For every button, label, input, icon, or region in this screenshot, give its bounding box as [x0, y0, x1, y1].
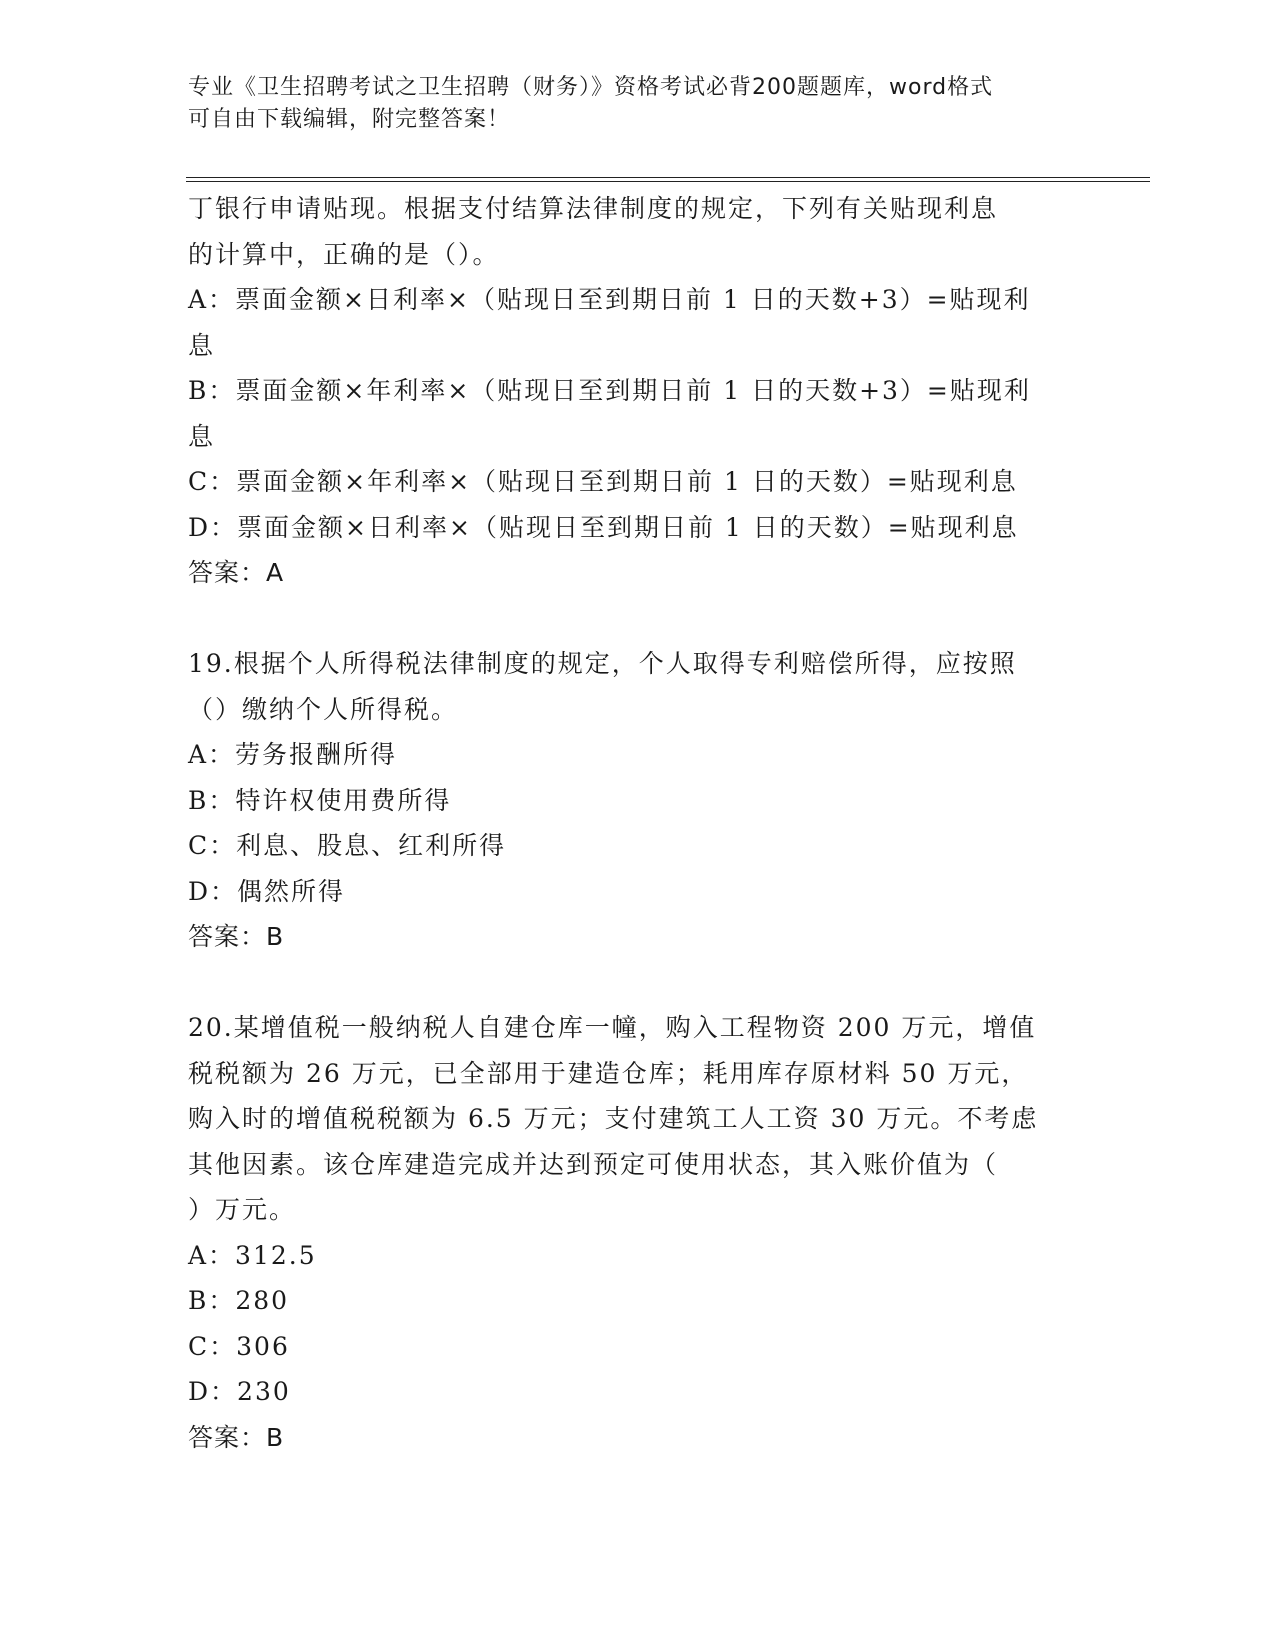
question-stem-line: 丁银行申请贴现。根据支付结算法律制度的规定，下列有关贴现利息 [188, 194, 999, 223]
option-d: D：偶然所得 [188, 876, 346, 906]
answer: 答案：A [188, 558, 285, 587]
option-c: C：票面金额×年利率×（贴现日至到期日前 1 日的天数）=贴现利息 [188, 467, 1018, 496]
header-title-line-1: 专业《卫生招聘考试之卫生招聘（财务）》资格考试必背200题题库，word格式 [188, 75, 994, 100]
question-18 [188, 186, 1088, 596]
document-header [188, 72, 1078, 136]
option-a: A：票面金额×日利率×（贴现日至到期日前 1 日的天数+3）=贴现利 [188, 285, 1031, 314]
option-b: B：280 [188, 1286, 290, 1315]
question-20 [188, 1005, 1088, 1460]
question-stem-line: 19.根据个人所得税法律制度的规定，个人取得专利赔偿所得，应按照 [188, 649, 1017, 678]
option-a-continued: 息 [188, 330, 216, 360]
option-a: A：312.5 [188, 1240, 317, 1270]
question-stem-line: 购入时的增值税税额为 6.5 万元；支付建筑工人工资 30 万元。不考虑 [188, 1104, 1039, 1133]
option-b: B：特许权使用费所得 [188, 785, 452, 815]
question-stem-line: （）缴纳个人所得税。 [188, 694, 459, 724]
question-stem-line: 20.某增值税一般纳税人自建仓库一幢，购入工程物资 200 万元，增值 [188, 1013, 1037, 1042]
question-stem-line: 其他因素。该仓库建造完成并达到预定可使用状态，其入账价值为（ [188, 1149, 999, 1179]
option-a: A：劳务报酬所得 [188, 740, 398, 769]
option-b: B：票面金额×年利率×（贴现日至到期日前 1 日的天数+3）=贴现利 [188, 376, 1031, 405]
question-stem-line: ）万元。 [188, 1195, 297, 1224]
header-double-rule [186, 177, 1150, 182]
option-c: C：利息、股息、红利所得 [188, 831, 507, 860]
spacer [188, 596, 1088, 642]
option-d: D：230 [188, 1377, 291, 1406]
answer: 答案：B [188, 922, 285, 951]
spacer [188, 960, 1088, 1006]
option-d: D：票面金额×日利率×（贴现日至到期日前 1 日的天数）=贴现利息 [188, 512, 1019, 542]
option-c: C：306 [188, 1331, 290, 1361]
option-b-continued: 息 [188, 421, 216, 451]
answer: 答案：B [188, 1422, 285, 1452]
header-title-line-2: 可自由下载编辑，附完整答案！ [188, 107, 511, 132]
question-list [188, 186, 1088, 1460]
question-19 [188, 641, 1088, 960]
question-stem-line: 税税额为 26 万元，已全部用于建造仓库；耗用库存原材料 50 万元， [188, 1058, 1029, 1088]
question-stem-line: 的计算中，正确的是（）。 [188, 239, 500, 269]
